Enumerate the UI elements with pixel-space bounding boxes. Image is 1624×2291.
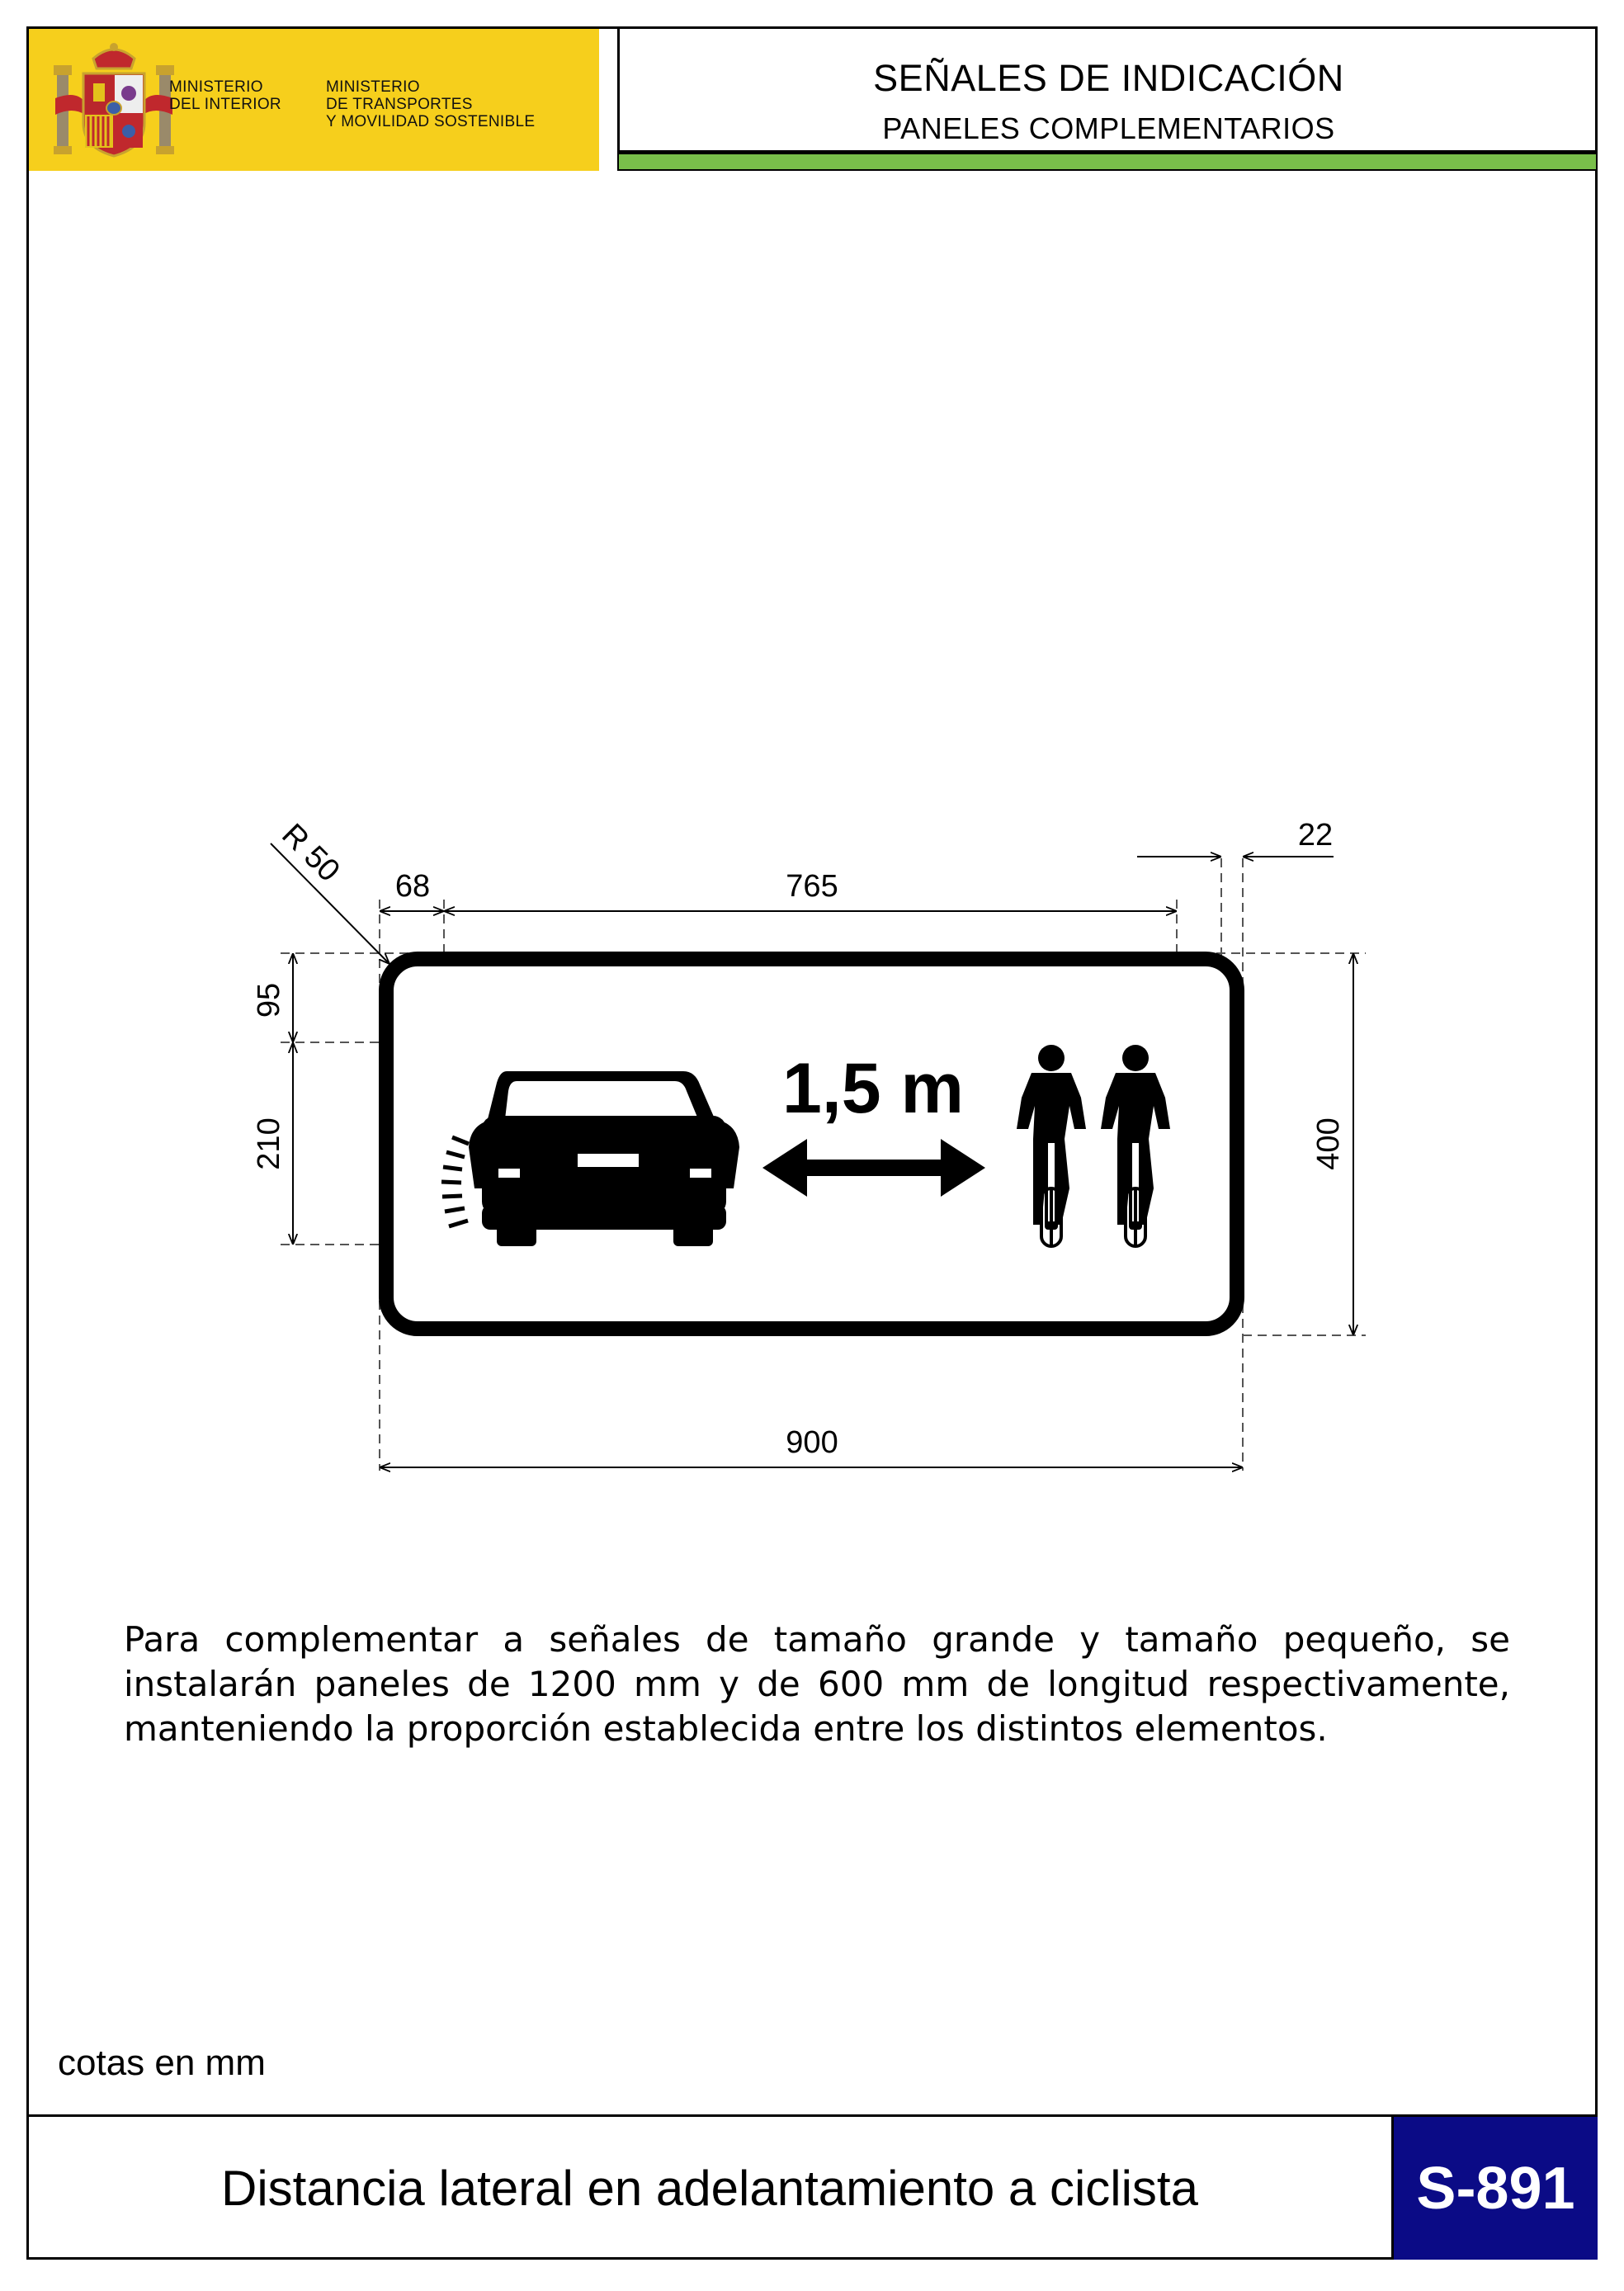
units-note: cotas en mm bbox=[58, 2043, 266, 2083]
dim-total-height: 400 bbox=[1311, 1117, 1346, 1170]
car-icon bbox=[469, 1071, 739, 1246]
dim-corner-radius: R 50 bbox=[275, 817, 347, 889]
size-note: Para complementar a señales de tamaño grande y tamaño pequeño, se instalarán paneles de 1200 mm y de 600 mm de longitud respectivamente, manteniendo la proporción establecida entre los distintos elementos. bbox=[124, 1619, 1510, 1749]
dim-content-width: 765 bbox=[786, 869, 838, 904]
dim-symbol-height: 210 bbox=[252, 1117, 286, 1170]
dim-top-margin: 95 bbox=[252, 982, 286, 1018]
dim-total-width: 900 bbox=[786, 1425, 838, 1460]
page-title: SEÑALES DE INDICACIÓN bbox=[873, 57, 1344, 99]
sign-name: Distancia lateral en adelantamiento a ciclista bbox=[221, 2161, 1198, 2216]
ministry-interior-label: MINISTERIO DEL INTERIOR bbox=[169, 78, 281, 113]
dim-margin-left: 68 bbox=[394, 869, 431, 904]
sign-distance-text: 1,5 m bbox=[782, 1049, 964, 1128]
sign-code: S-891 bbox=[1391, 2117, 1598, 2260]
dim-border: 22 bbox=[1297, 818, 1334, 853]
ministry-transport-label: MINISTERIO DE TRANSPORTES Y MOVILIDAD SOSTENIBLE bbox=[326, 78, 536, 130]
page-subtitle: PANELES COMPLEMENTARIOS bbox=[882, 111, 1335, 145]
